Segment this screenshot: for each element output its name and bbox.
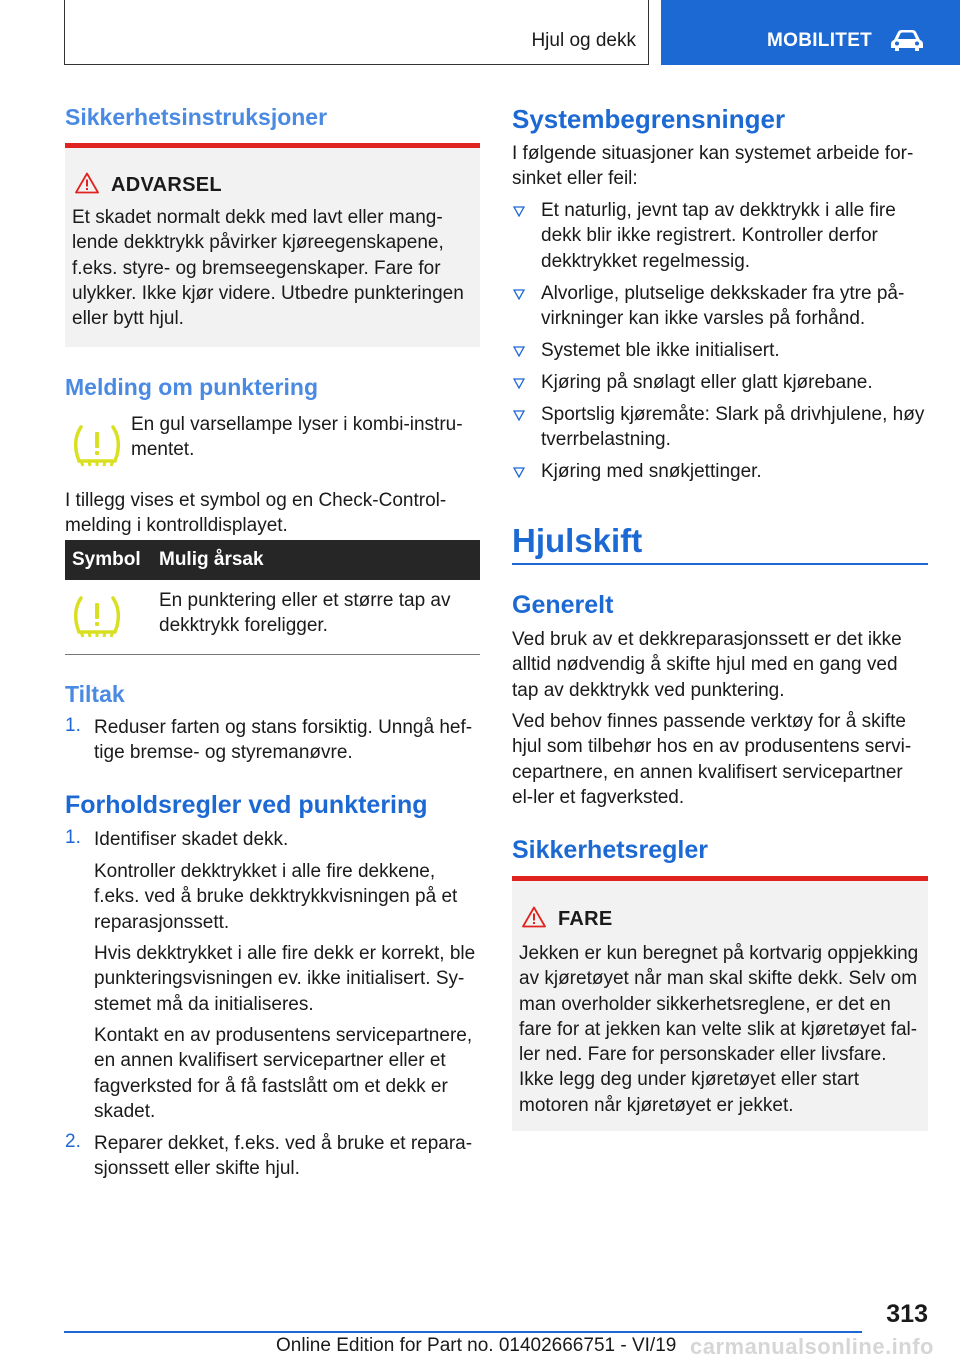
table-header-symbol: Symbol: [72, 549, 141, 570]
precaution-item-1-para-3: Hvis dekktrykket i alle fire dekk er korrekt, ble punkteringsvisningen ev. ikke initialisert. Sy-stemet må da initialiseres.: [94, 943, 476, 1015]
danger-text: Jekken er kun beregnet på kortvarig oppjekking av kjøretøyet når man skal skifte dekk. Selv om man overholder sikkerhetsreglene, er det en fare for at jekken kan velte slik at kjøretøyet fal-ler ned. Fare for personskader eller livsfare. Ikke legg deg under kjøretøyet eller start motoren når kjøretøyet er jekket.: [519, 943, 919, 1116]
bullet-triangle-icon: [513, 466, 525, 478]
table-header-cause: Mulig årsak: [159, 549, 264, 570]
precaution-item-1-para-1: Identifiser skadet dekk.: [94, 829, 289, 850]
watermark[interactable]: carmanualsonline.info: [690, 1334, 934, 1359]
heading-puncture-message: Melding om punktering: [65, 374, 318, 400]
heading-safety-rules: Sikkerhetsregler: [512, 836, 708, 864]
puncture-message-text-2: I tillegg vises et symbol og en Check-Control-melding i kontrolldisplayet.: [65, 490, 447, 537]
heading-precautions: Forholdsregler ved punktering: [65, 791, 428, 819]
puncture-message-text-1: En gul varsellampe lyser i kombi-instru-mentet.: [131, 414, 463, 461]
warning-title: ADVARSEL: [111, 174, 222, 196]
limits-item: Et naturlig, jevnt tap av dekktrykk i alle fire dekk blir ikke registrert. Kontroller derfor dekktrykket regelmessig.: [541, 200, 896, 272]
precaution-item-1-para-2: Kontroller dekktrykket i alle fire dekkene, f.eks. ved å bruke dekktrykkvisningen på et reparasjonssett.: [94, 861, 458, 933]
limits-item: Kjøring med snøkjettinger.: [541, 461, 762, 482]
table-row-cause: En punktering eller et større tap av dekktrykk foreligger.: [159, 590, 451, 637]
danger-title: FARE: [558, 908, 613, 930]
precaution-item-number-2: 2.: [65, 1131, 81, 1152]
heading-action: Tiltak: [65, 681, 125, 707]
bullet-triangle-icon: [513, 345, 525, 357]
danger-box: [512, 876, 928, 1131]
precaution-item-2-para-1: Reparer dekket, f.eks. ved å bruke et repara-sjonssett eller skifte hjul.: [94, 1133, 473, 1180]
limits-item: Systemet ble ikke initialisert.: [541, 340, 780, 361]
tire-pressure-warning-icon: [69, 421, 125, 469]
heading-underline: [512, 563, 928, 565]
footer-rule: [64, 1331, 862, 1333]
general-text-1: Ved bruk av et dekkreparasjonssett er det ikke alltid nødvendig å skifte hjul med en gang ved tap av dekktrykk ved punktering.: [512, 629, 902, 701]
bullet-triangle-icon: [513, 409, 525, 421]
header-chapter-title: MOBILITET: [767, 30, 873, 51]
precaution-item-1-para-4: Kontakt en av produsentens servicepartnere, en annen kvalifisert servicepartner eller et fagverksted for å få fastslått om et dekk er skadet.: [94, 1025, 473, 1122]
bullet-triangle-icon: [513, 377, 525, 389]
heading-system-limits: Systembegrensninger: [512, 104, 786, 134]
general-text-2: Ved behov finnes passende verktøy for å skifte hjul som tilbehør hos en av produsentens servi-cepartnere, en annen kvalifisert servicepartner el-ler et fagverksted.: [512, 711, 912, 808]
bullet-triangle-icon: [513, 288, 525, 300]
limits-item: Sportslig kjøremåte: Slark på drivhjulene, høy tverrbelastning.: [541, 404, 925, 451]
heading-safety-instructions: Sikkerhetsinstruksjoner: [65, 104, 328, 130]
heading-wheel-change: Hjulskift: [512, 522, 643, 559]
page-number: 313: [886, 1300, 928, 1328]
warning-box: [65, 143, 480, 347]
action-item-text: Reduser farten og stans forsiktig. Unngå hef-tige bremse- og styremanøvre.: [94, 717, 473, 764]
header-section-box: [64, 0, 649, 65]
bullet-triangle-icon: [513, 205, 525, 217]
warning-triangle-icon: [522, 906, 546, 928]
limits-item: Kjøring på snølagt eller glatt kjørebane.: [541, 372, 873, 393]
warning-text: Et skadet normalt dekk med lavt eller mang-lende dekktrykk påvirker kjøreegenskapene, f.eks. styre- og bremseegenskaper. Fare for ulykker. Ikke kjør videre. Utbedre punkteringen eller bytt hjul.: [72, 207, 464, 330]
header-chapter-tab: [661, 0, 960, 65]
symbol-table-header: [65, 540, 480, 580]
precaution-item-number-1: 1.: [65, 827, 81, 848]
action-item-number: 1.: [65, 715, 81, 736]
limits-item: Alvorlige, plutselige dekkskader fra ytre på-virkninger kan ikke varsles på forhånd.: [541, 283, 905, 330]
header-section-title: Hjul og dekk: [531, 30, 636, 51]
system-limits-intro: I følgende situasjoner kan systemet arbeide for-sinket eller feil:: [512, 143, 914, 190]
warning-triangle-icon: [75, 172, 99, 194]
edition-text: Online Edition for Part no. 01402666751 - VI/19: [276, 1335, 677, 1356]
heading-general: Generelt: [512, 591, 614, 619]
tire-pressure-warning-icon: [69, 592, 125, 640]
table-bottom-rule: [65, 654, 480, 655]
car-icon: [889, 27, 925, 53]
